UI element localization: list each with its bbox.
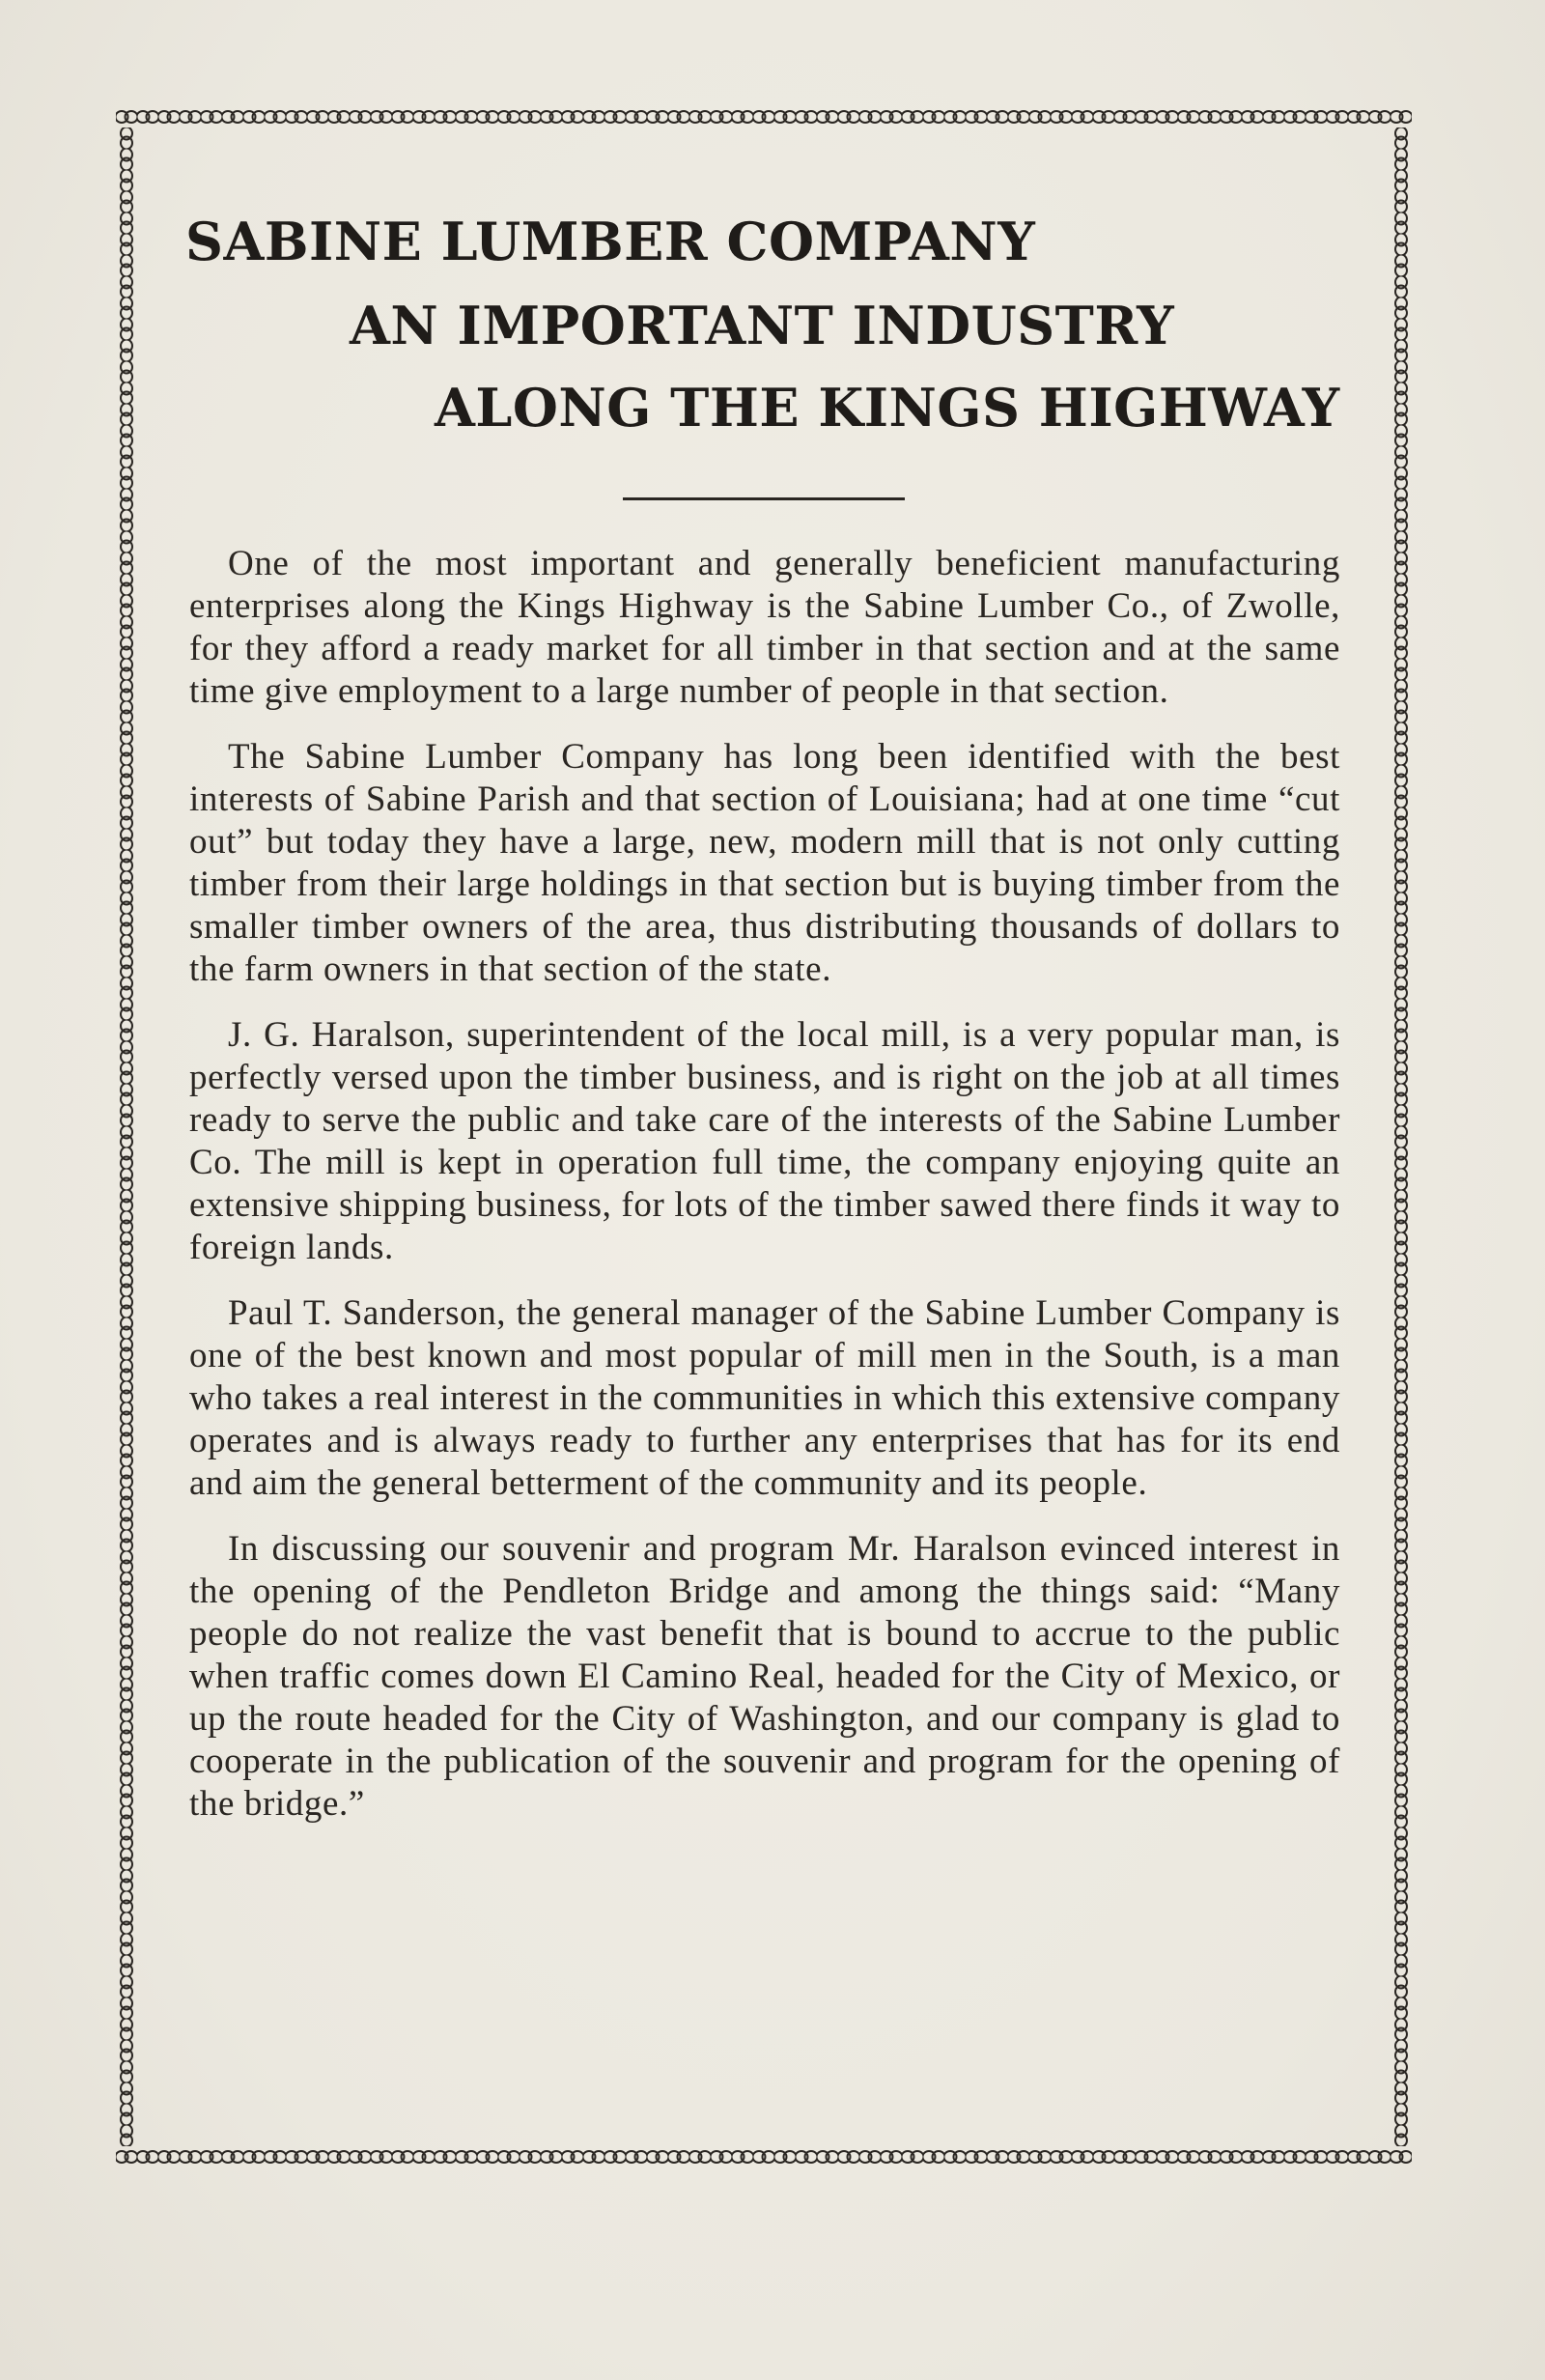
border-bottom: [116, 2146, 1412, 2168]
paragraph: In discussing our souvenir and program Mr. Haralson evinced interest in the opening of the Pendleton Bridge and among the things said: “Many people do not realize the vast benefit that is bound to accrue to the public when traffic comes down El Camino Real, headed for the City of Mexico, or up the route headed for the City of Washington, and our company is glad to cooperate in the publication of the souvenir and program for the opening of the bridge.”: [189, 1529, 1340, 1824]
paragraph: J. G. Haralson, superintendent of the local mill, is a very popular man, is perfectly versed upon the timber business, and is right on the job at all times ready to serve the public and take care of the interests of the Sabine Lumber Co. The mill is kept in operation full time, the company enjoying quite an extensive shipping business, for lots of the timber sawed there finds it way to foreign lands.: [189, 1015, 1340, 1267]
border-right: [1390, 128, 1412, 2146]
title-line-1: SABINE LUMBER COMPANY: [185, 211, 1036, 272]
paragraph: Paul T. Sanderson, the general manager of the Sabine Lumber Company is one of the best known and most popular of mill men in the South, is a man who takes a real interest in the communities in which this extensive company operates and is always ready to further any enterprises that has for its end and aim the general betterment of the community and its people.: [189, 1293, 1340, 1503]
title-line-2: AN IMPORTANT INDUSTRY: [350, 295, 1175, 356]
border-left: [116, 128, 137, 2146]
article-body: [189, 543, 1340, 1849]
paragraph: One of the most important and generally beneficient manufacturing enterprises along the Kings Highway is the Sabine Lumber Co., of Zwolle, for they afford a ready market for all timber in that section and at the same time give employment to a large number of people in that section.: [189, 544, 1340, 711]
paragraph: The Sabine Lumber Company has long been identified with the best interests of Sabine Parish and that section of Louisiana; had at one time “cut out” but today they have a large, new, modern mill that is not only cutting timber from their large holdings in that section but is buying timber from the smaller timber owners of the area, thus distributing thousands of dollars to the farm owners in that section of the state.: [189, 737, 1340, 989]
border-top: [116, 106, 1412, 128]
title-line-3: ALONG THE KINGS HIGHWAY: [435, 377, 1340, 439]
title-divider: [623, 497, 905, 500]
